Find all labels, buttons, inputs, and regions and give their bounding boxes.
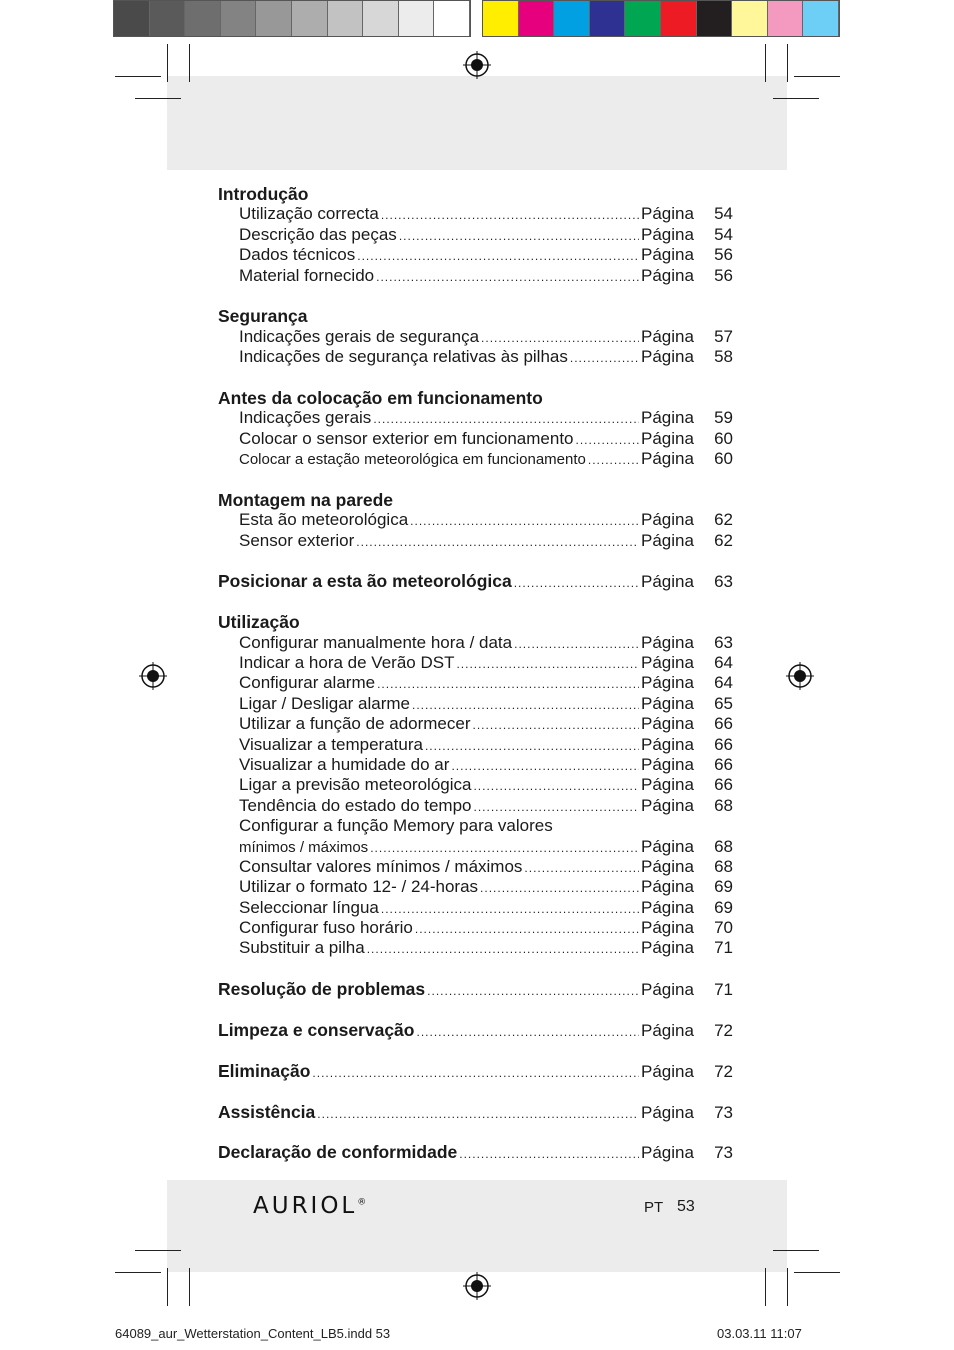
page-label: Página xyxy=(641,836,694,856)
toc-section xyxy=(218,1102,733,1122)
color-swatch xyxy=(697,1,733,36)
dot-leader xyxy=(376,267,639,287)
page-label: Página xyxy=(641,734,694,754)
toc-section-heading xyxy=(218,306,733,326)
toc-entry xyxy=(218,837,733,857)
section-title: Declaração de conformidade xyxy=(218,1142,458,1163)
page-ref: 62 xyxy=(714,510,733,530)
color-swatch xyxy=(114,1,150,36)
print-slug-date: 03.03.11 11:07 xyxy=(717,1326,802,1341)
page-label: Página xyxy=(641,265,694,285)
color-swatch xyxy=(519,1,555,36)
toc-entry xyxy=(218,408,733,428)
entry-title: Colocar a estação meteorológica em funcionamento xyxy=(239,451,586,469)
toc-entry xyxy=(218,245,733,265)
dot-leader xyxy=(416,1022,639,1042)
dot-leader xyxy=(425,736,639,756)
page-ref: 73 xyxy=(714,1143,733,1163)
dot-leader xyxy=(367,939,639,959)
toc-section-heading xyxy=(218,1061,733,1081)
entry-title: Indicações de segurança relativas às pilhas xyxy=(239,347,568,367)
page-ref: 66 xyxy=(714,714,733,734)
entry-title: Indicações gerais xyxy=(239,408,372,428)
registration-mark-icon xyxy=(462,50,492,80)
toc-section-heading xyxy=(218,388,733,408)
toc-section xyxy=(218,612,733,959)
dot-leader xyxy=(370,838,639,858)
dot-leader xyxy=(410,511,639,531)
page-ref: 65 xyxy=(714,693,733,713)
page-label: Página xyxy=(641,775,694,795)
crop-mark xyxy=(189,1268,190,1306)
page-ref: 62 xyxy=(714,530,733,550)
crop-mark xyxy=(794,76,840,77)
page-ref: 64 xyxy=(714,673,733,693)
page-ref: 54 xyxy=(714,224,733,244)
page-label: Página xyxy=(641,530,694,550)
dot-leader xyxy=(377,674,639,694)
toc-entry xyxy=(218,775,733,795)
entry-title: Configurar manualmente hora / data xyxy=(239,632,513,652)
color-swatch xyxy=(661,1,697,36)
entry-title: Utilizar a função de adormecer xyxy=(239,714,471,734)
page-ref: 69 xyxy=(714,877,733,897)
toc-section xyxy=(218,979,733,999)
section-title: Introdução xyxy=(218,184,309,204)
toc-section-heading xyxy=(218,612,733,632)
toc-section xyxy=(218,490,733,551)
page-label: Página xyxy=(641,1021,694,1041)
toc-section xyxy=(218,1020,733,1040)
dot-leader xyxy=(456,654,639,674)
entry-title: Colocar o sensor exterior em funcionamento xyxy=(239,428,574,448)
page-label: Página xyxy=(641,245,694,265)
toc-entry xyxy=(218,918,733,938)
page-label: Página xyxy=(641,1102,694,1122)
page-label: Página xyxy=(641,428,694,448)
color-swatch xyxy=(483,1,519,36)
page-label: Página xyxy=(641,938,694,958)
registration-mark-icon xyxy=(462,1271,492,1301)
section-title: Resolução de problemas xyxy=(218,979,426,1000)
page-label: Página xyxy=(641,980,694,1000)
color-calibration-bar xyxy=(482,0,840,37)
page-ref: 56 xyxy=(714,265,733,285)
entry-title: Utilizar o formato 12- / 24-horas xyxy=(239,877,479,897)
toc-section xyxy=(218,571,733,591)
page-label: Página xyxy=(641,877,694,897)
dot-leader xyxy=(480,878,639,898)
dot-leader xyxy=(514,573,639,593)
dot-leader xyxy=(373,409,639,429)
section-title: Montagem na parede xyxy=(218,489,394,510)
page-label: Página xyxy=(641,673,694,693)
page-label: Página xyxy=(641,224,694,244)
toc-entry xyxy=(218,877,733,897)
crop-mark xyxy=(135,98,181,99)
dot-leader xyxy=(399,226,639,246)
dot-leader xyxy=(524,858,639,878)
section-title: Utilização xyxy=(218,612,300,633)
section-title: Assistência xyxy=(218,1101,316,1122)
auriol-logo: AURIOL® xyxy=(253,1193,367,1219)
dot-leader xyxy=(415,919,639,939)
page-ref: 71 xyxy=(714,980,733,1000)
dot-leader xyxy=(357,246,639,266)
color-swatch xyxy=(185,1,221,36)
page-label: Página xyxy=(641,572,694,592)
crop-mark xyxy=(773,1250,819,1251)
toc-entry xyxy=(218,327,733,347)
crop-mark xyxy=(189,44,190,82)
page-label: Página xyxy=(641,652,694,672)
page-label: Página xyxy=(641,347,694,367)
entry-title: Descrição das peças xyxy=(239,224,397,244)
toc-section-heading xyxy=(218,1020,733,1040)
toc-section-heading xyxy=(218,490,733,510)
page-ref: 59 xyxy=(714,408,733,428)
registration-mark-icon xyxy=(785,661,815,691)
color-swatch xyxy=(256,1,292,36)
section-title: Limpeza e conservação xyxy=(218,1020,415,1041)
toc-section xyxy=(218,388,733,470)
entry-title: Material fornecido xyxy=(239,265,375,285)
dot-leader xyxy=(481,328,639,348)
color-swatch xyxy=(221,1,257,36)
toc-entry xyxy=(218,755,733,775)
crop-mark xyxy=(794,1272,840,1273)
toc-entry xyxy=(218,653,733,673)
toc-entry xyxy=(218,429,733,449)
page-ref: 54 xyxy=(714,204,733,224)
entry-title: Indicações gerais de segurança xyxy=(239,326,480,346)
dot-leader xyxy=(459,1144,639,1164)
toc-entry xyxy=(218,633,733,653)
page-label: Página xyxy=(641,510,694,530)
crop-mark xyxy=(773,98,819,99)
page-ref: 57 xyxy=(714,326,733,346)
crop-mark xyxy=(115,76,161,77)
page-label: Página xyxy=(641,897,694,917)
entry-title: Esta ão meteorológica xyxy=(239,510,409,530)
page-ref: 63 xyxy=(714,572,733,592)
color-swatch xyxy=(363,1,399,36)
page-label: Página xyxy=(641,754,694,774)
dot-leader xyxy=(473,715,639,735)
entry-title: Substituir a pilha xyxy=(239,938,365,958)
dot-leader xyxy=(381,899,639,919)
toc-entry xyxy=(218,938,733,958)
toc-entry xyxy=(218,266,733,286)
toc-entry xyxy=(218,531,733,551)
entry-title: Visualizar a temperatura xyxy=(239,734,423,754)
entry-title: Indicar a hora de Verão DST xyxy=(239,652,455,672)
color-swatch xyxy=(399,1,435,36)
toc-entry-continued: Configurar a função Memory para valores xyxy=(239,816,553,836)
page-ref: 66 xyxy=(714,775,733,795)
toc-section xyxy=(218,306,733,367)
dot-leader xyxy=(451,756,639,776)
dot-leader xyxy=(514,634,639,654)
language-code: PT xyxy=(644,1199,664,1216)
dot-leader xyxy=(381,205,639,225)
toc-entry xyxy=(218,714,733,734)
page-ref: 72 xyxy=(714,1061,733,1081)
crop-mark xyxy=(167,1268,168,1306)
page-ref: 72 xyxy=(714,1021,733,1041)
toc-entry xyxy=(218,796,733,816)
toc-section xyxy=(218,1142,733,1162)
section-title: Antes da colocação em funcionamento xyxy=(218,387,543,408)
toc-section-heading xyxy=(218,1102,733,1122)
page-label: Página xyxy=(641,1143,694,1163)
page-ref: 68 xyxy=(714,856,733,876)
crop-mark xyxy=(765,1268,766,1306)
page-label: Página xyxy=(641,449,694,469)
page-ref: 63 xyxy=(714,632,733,652)
page-label: Página xyxy=(641,326,694,346)
color-swatch xyxy=(292,1,328,36)
page-label: Página xyxy=(641,1061,694,1081)
entry-title: Tendência do estado do tempo xyxy=(239,795,472,815)
page-ref: 60 xyxy=(714,428,733,448)
color-swatch xyxy=(732,1,768,36)
toc-section-heading xyxy=(218,979,733,999)
section-title: Posicionar a esta ão meteorológica xyxy=(218,571,512,592)
crop-mark xyxy=(765,44,766,82)
page-number: 53 xyxy=(677,1198,695,1215)
page-ref: 58 xyxy=(714,347,733,367)
toc-entry xyxy=(218,225,733,245)
page-ref: 66 xyxy=(714,734,733,754)
toc-section-heading xyxy=(218,571,733,591)
table-of-contents xyxy=(218,184,733,1183)
print-slug-filename: 64089_aur_Wetterstation_Content_LB5.indd 53 xyxy=(115,1326,391,1341)
page-ref: 64 xyxy=(714,652,733,672)
entry-title: mínimos / máximos xyxy=(239,838,369,856)
dot-leader xyxy=(412,695,639,715)
toc-entry xyxy=(218,510,733,530)
color-swatch xyxy=(768,1,804,36)
toc-entry xyxy=(218,857,733,877)
color-swatch xyxy=(625,1,661,36)
entry-title: Ligar a previsão meteorológica xyxy=(239,775,472,795)
page-label: Página xyxy=(641,693,694,713)
toc-entry xyxy=(218,449,733,469)
page-label: Página xyxy=(641,918,694,938)
color-swatch xyxy=(434,1,470,36)
page-label: Página xyxy=(641,204,694,224)
page-label: Página xyxy=(641,795,694,815)
crop-mark xyxy=(167,44,168,82)
crop-mark xyxy=(787,1268,788,1306)
entry-title: Utilização correcta xyxy=(239,204,379,224)
page-ref: 68 xyxy=(714,795,733,815)
dot-leader xyxy=(588,450,639,470)
page-ref: 68 xyxy=(714,836,733,856)
dot-leader xyxy=(474,797,639,817)
entry-title: Consultar valores mínimos / máximos xyxy=(239,856,523,876)
section-title: Eliminação xyxy=(218,1060,311,1081)
page-label: Página xyxy=(641,632,694,652)
section-title: Segurança xyxy=(218,306,308,327)
dot-leader xyxy=(427,981,639,1001)
entry-title: Sensor exterior xyxy=(239,530,355,550)
dot-leader xyxy=(473,776,639,796)
page-ref: 66 xyxy=(714,754,733,774)
color-swatch xyxy=(590,1,626,36)
color-swatch xyxy=(328,1,364,36)
entry-title: Ligar / Desligar alarme xyxy=(239,693,411,713)
registration-mark-icon xyxy=(138,661,168,691)
page-ref: 70 xyxy=(714,918,733,938)
toc-entry xyxy=(218,694,733,714)
toc-entry xyxy=(218,673,733,693)
page-ref: 73 xyxy=(714,1102,733,1122)
color-swatch xyxy=(803,1,839,36)
crop-mark xyxy=(135,1250,181,1251)
dot-leader xyxy=(356,532,639,552)
page-ref: 71 xyxy=(714,938,733,958)
dot-leader xyxy=(317,1104,639,1124)
page-ref: 56 xyxy=(714,245,733,265)
toc-section xyxy=(218,1061,733,1081)
dot-leader xyxy=(570,348,639,368)
gray-calibration-bar xyxy=(113,0,471,37)
entry-title: Visualizar a humidade do ar xyxy=(239,754,450,774)
dot-leader xyxy=(312,1063,639,1083)
dot-leader xyxy=(576,430,640,450)
toc-entry xyxy=(218,347,733,367)
crop-mark xyxy=(115,1272,161,1273)
toc-entry xyxy=(218,898,733,918)
header-panel xyxy=(167,76,787,170)
page-ref: 60 xyxy=(714,449,733,469)
page-label: Página xyxy=(641,856,694,876)
toc-section-heading xyxy=(218,1142,733,1162)
toc-section-heading xyxy=(218,184,733,204)
entry-title: Configurar fuso horário xyxy=(239,918,413,938)
toc-section xyxy=(218,184,733,286)
page-ref: 69 xyxy=(714,897,733,917)
toc-entry xyxy=(218,204,733,224)
toc-entry xyxy=(218,735,733,755)
crop-mark xyxy=(787,44,788,82)
color-swatch xyxy=(150,1,186,36)
page-label: Página xyxy=(641,714,694,734)
entry-title: Seleccionar língua xyxy=(239,897,379,917)
page-label: Página xyxy=(641,408,694,428)
entry-title: Configurar alarme xyxy=(239,673,376,693)
entry-title: Dados técnicos xyxy=(239,245,356,265)
color-swatch xyxy=(554,1,590,36)
